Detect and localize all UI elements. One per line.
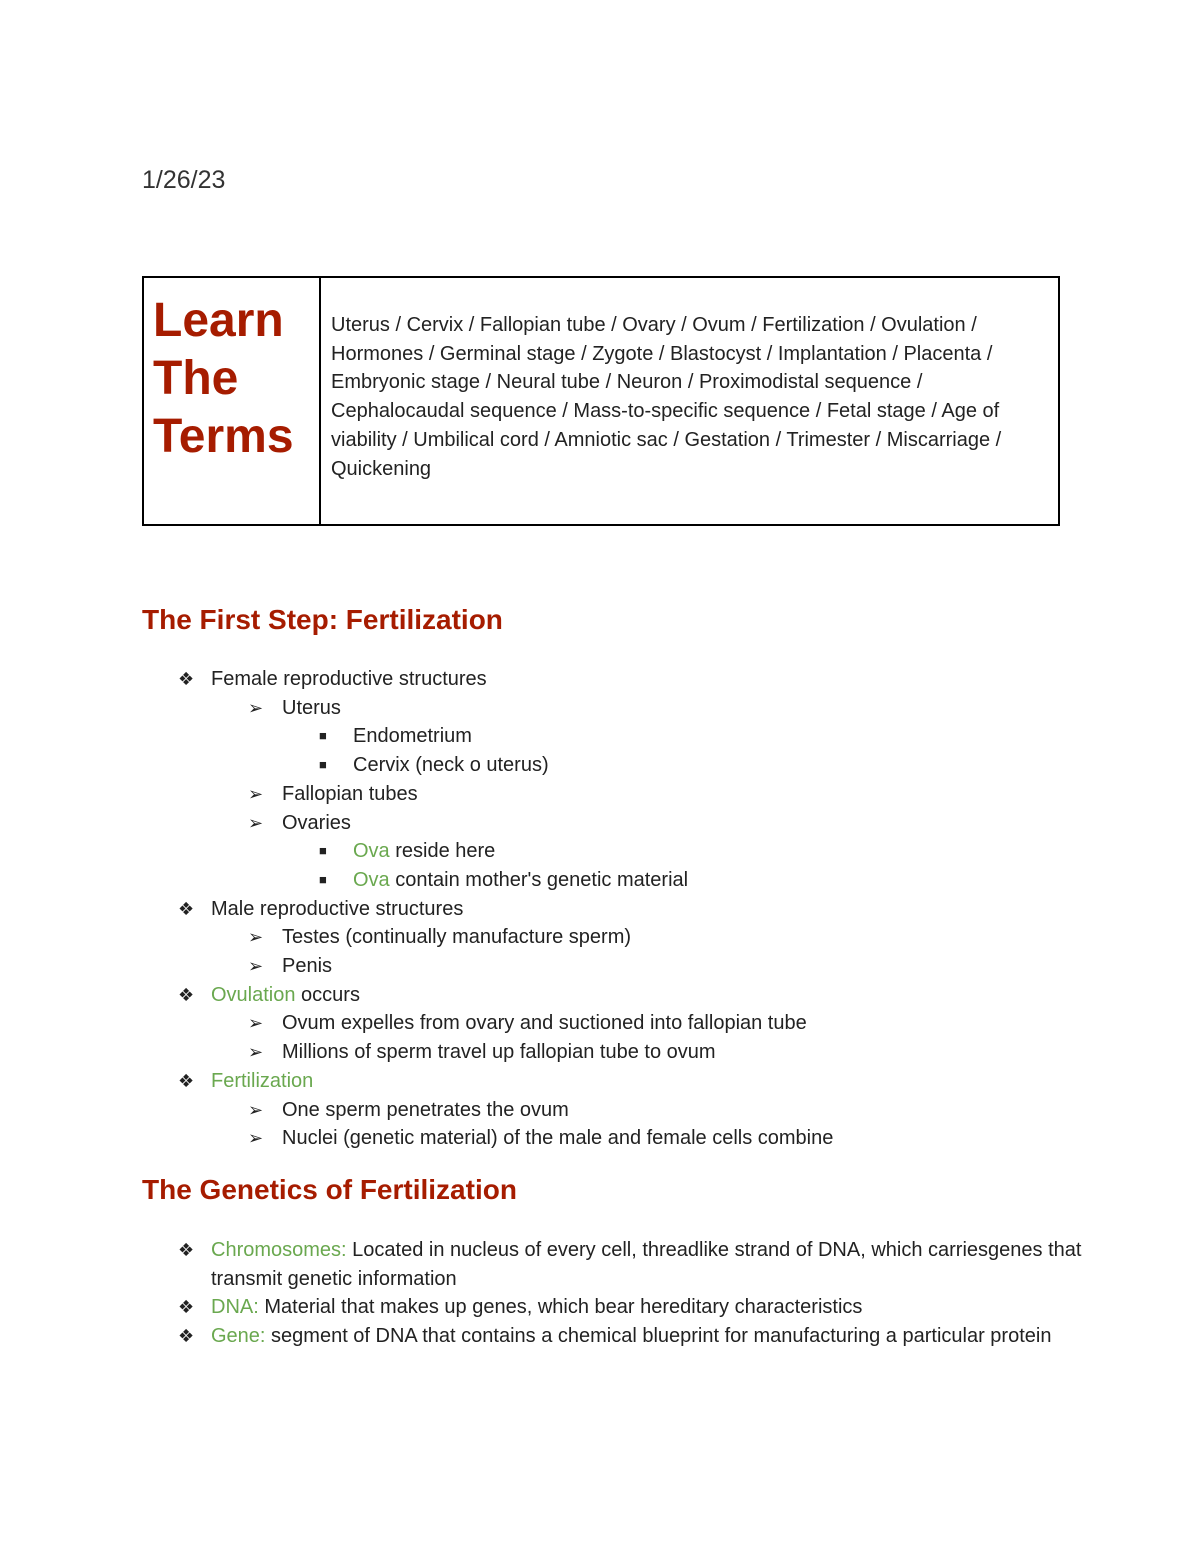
outline-item	[142, 1236, 1082, 1293]
outline-item	[142, 1009, 1082, 1038]
outline-item-text: contain mother's genetic material	[389, 868, 689, 891]
genetics-outline	[142, 1236, 1082, 1351]
outline-item-text: Millions of sperm travel up fallopian tube to ovum	[282, 1041, 716, 1064]
bullet-icon: ➢	[248, 1042, 264, 1063]
outline-item-text: Uterus	[282, 696, 341, 719]
outline-item-text: Testes (continually manufacture sperm)	[282, 926, 632, 949]
outline-item	[142, 923, 1082, 952]
outline-item-text: Ovum expelles from ovary and suctioned into fallopian tube	[282, 1012, 807, 1035]
terms-list: Uterus / Cervix / Fallopian tube / Ovary / Ovum / Fertilization / Ovulation / Hormones / Germinal stage / Zygote / Blastocyst / Implantation / Placenta / Embryonic stage / Neural tube / Neuron / Proximodistal sequence / Cephalocaudal sequence / Mass-to-specific sequence / Fetal stage / Age of viability / Umbilical cord / Amniotic sac / Gestation / Trimester / Miscarriage / Quickening	[331, 314, 1002, 480]
outline-item-text: One sperm penetrates the ovum	[282, 1098, 569, 1121]
bullet-icon: ❖	[178, 1240, 195, 1260]
highlighted-term: Fertilization	[211, 1069, 314, 1092]
outline-item	[142, 866, 1082, 895]
outline-item-text: Cervix (neck o uterus)	[353, 754, 549, 777]
outline-item	[142, 1322, 1082, 1351]
outline-item-text: Male reproductive structures	[211, 897, 464, 920]
terms-title-cell	[144, 278, 321, 524]
outline-item	[142, 809, 1082, 838]
bullet-icon: ❖	[178, 669, 195, 689]
outline-item	[142, 722, 1082, 751]
outline-item	[142, 1124, 1082, 1153]
highlighted-term: DNA:	[211, 1296, 259, 1319]
first-step-outline	[142, 665, 1082, 1153]
outline-item	[142, 1293, 1082, 1322]
outline-item	[142, 1067, 1082, 1096]
document-date: 1/26/23	[142, 166, 226, 194]
bullet-icon: ❖	[178, 898, 195, 919]
bullet-icon: ■	[319, 843, 327, 859]
highlighted-term: Ova	[353, 840, 390, 863]
outline-item	[142, 780, 1082, 809]
outline-item-text: Material that makes up genes, which bear hereditary characteristics	[258, 1296, 863, 1319]
outline-item-text: Penis	[282, 955, 333, 978]
outline-item-text: Endometrium	[353, 725, 472, 748]
bullet-icon: ❖	[178, 984, 195, 1005]
learn-the-terms-table	[142, 276, 1060, 526]
outline-item	[142, 1096, 1082, 1125]
bullet-icon: ➢	[248, 697, 264, 718]
outline-item-text: Nuclei (genetic material) of the male and female cells combine	[282, 1127, 834, 1150]
outline-item	[142, 751, 1082, 780]
outline-item-text: occurs	[295, 983, 360, 1006]
bullet-icon: ❖	[178, 1297, 195, 1318]
outline-item-text: Ovaries	[282, 811, 351, 834]
outline-item-text: reside here	[389, 840, 496, 863]
outline-item	[142, 952, 1082, 981]
outline-item	[142, 694, 1082, 723]
highlighted-term: Gene:	[211, 1325, 266, 1348]
outline-item-text: Fallopian tubes	[282, 782, 418, 805]
highlighted-term: Ova	[353, 868, 390, 891]
bullet-icon: ■	[319, 757, 327, 773]
bullet-icon: ❖	[178, 1070, 195, 1091]
terms-list-cell	[321, 278, 1058, 524]
outline-item-text: segment of DNA that contains a chemical blueprint for manufacturing a particular protein	[265, 1325, 1052, 1348]
section-heading-genetics: The Genetics of Fertilization	[142, 1174, 517, 1205]
bullet-icon: ➢	[248, 1099, 264, 1120]
bullet-icon: ➢	[248, 812, 264, 833]
bullet-icon: ■	[319, 871, 327, 887]
bullet-icon: ■	[319, 728, 327, 744]
outline-item	[142, 895, 1082, 924]
bullet-icon: ➢	[248, 927, 264, 948]
outline-item	[142, 981, 1082, 1010]
highlighted-term: Ovulation	[211, 983, 296, 1006]
outline-item	[142, 665, 1082, 694]
bullet-icon: ➢	[248, 783, 264, 804]
bullet-icon: ❖	[178, 1326, 195, 1347]
highlighted-term: Chromosomes:	[211, 1239, 347, 1261]
section-heading-first-step: The First Step: Fertilization	[142, 604, 503, 635]
bullet-icon: ➢	[248, 956, 264, 977]
outline-item-text: Female reproductive structures	[211, 668, 487, 690]
outline-item	[142, 1038, 1082, 1067]
outline-item-text: Located in nucleus of every cell, threadlike strand of DNA, which carriesgenes that transmit genetic information	[211, 1239, 1082, 1290]
bullet-icon: ➢	[248, 1013, 264, 1034]
bullet-icon: ➢	[248, 1128, 264, 1149]
terms-title: Learn The Terms	[153, 294, 294, 463]
outline-item	[142, 837, 1082, 866]
